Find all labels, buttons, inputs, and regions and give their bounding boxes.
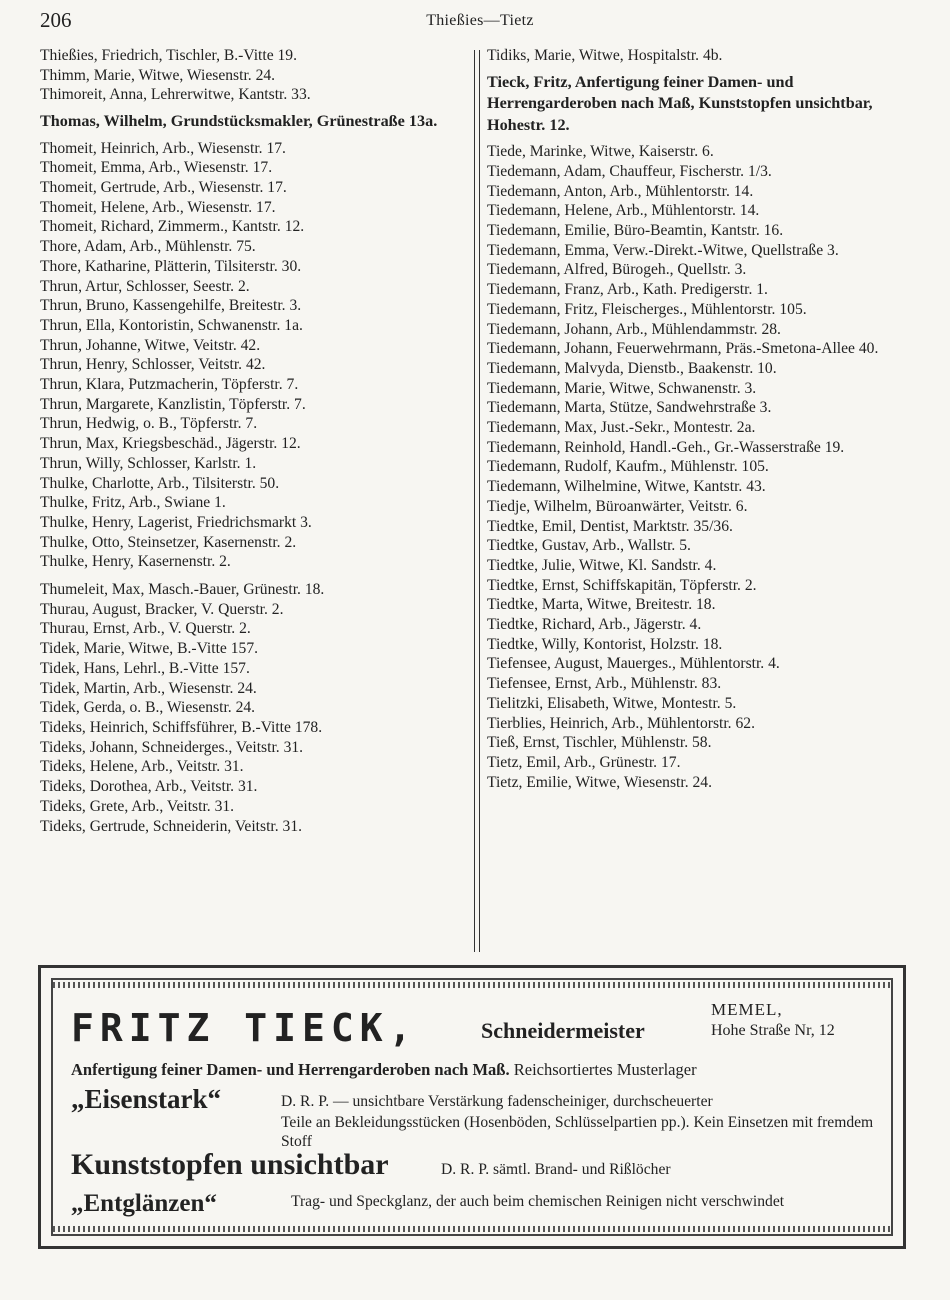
- directory-entry: Tielitzki, Elisabeth, Witwe, Montestr. 5.: [487, 694, 737, 712]
- directory-entry: Thimoreit, Anna, Lehrerwitwe, Kantstr. 33.: [40, 86, 311, 104]
- directory-entry: Tiedemann, Marta, Stütze, Sandwehrstraße 3.: [487, 399, 772, 417]
- directory-entry: Tiedtke, Marta, Witwe, Breitestr. 18.: [487, 596, 716, 614]
- directory-entry: Thulke, Henry, Kasernenstr. 2.: [40, 553, 231, 571]
- directory-entry: Tiedtke, Julie, Witwe, Kl. Sandstr. 4.: [487, 556, 717, 574]
- ad-entglaenzen-desc: Trag- und Speckglanz, der auch beim chemischen Reinigen nicht verschwindet: [291, 1193, 785, 1210]
- directory-entry: Thrun, Max, Kriegsbeschäd., Jägerstr. 12.: [40, 435, 301, 453]
- directory-entry: Tiedtke, Emil, Dentist, Marktstr. 35/36.: [487, 517, 733, 535]
- directory-entry: Tidek, Gerda, o. B., Wiesenstr. 24.: [40, 699, 256, 717]
- directory-entry: Tiedemann, Anton, Arb., Mühlentorstr. 14.: [487, 182, 754, 200]
- directory-entry: Thurau, August, Bracker, V. Querstr. 2.: [40, 600, 284, 618]
- directory-entry: Tiede, Marinke, Witwe, Kaiserstr. 6.: [487, 143, 714, 161]
- directory-entry: Thomeit, Helene, Arb., Wiesenstr. 17.: [40, 198, 276, 216]
- directory-entry: Thomeit, Emma, Arb., Wiesenstr. 17.: [40, 159, 273, 177]
- directory-entry: Thrun, Hedwig, o. B., Töpferstr. 7.: [40, 415, 258, 433]
- ad-street: Hohe Straße Nr, 12: [711, 1022, 835, 1039]
- directory-entry: Tideks, Gertrude, Schneiderin, Veitstr. 31.: [40, 817, 303, 835]
- directory-entry: Tidek, Hans, Lehrl., B.-Vitte 157.: [40, 659, 250, 677]
- ad-border-decoration: [53, 1226, 891, 1232]
- directory-entry: Tieß, Ernst, Tischler, Mühlenstr. 58.: [487, 734, 712, 752]
- directory-entry: Thulke, Fritz, Arb., Swiane 1.: [40, 494, 226, 512]
- directory-entry: Tideks, Heinrich, Schiffsführer, B.-Vitte 178.: [40, 719, 323, 736]
- ad-eisenstark-title: „Eisenstark“: [71, 1084, 222, 1114]
- directory-entry: Thrun, Artur, Schlosser, Seestr. 2.: [40, 277, 250, 295]
- directory-entry: Tieck, Fritz, Anfertigung feiner Damen- und Herrengarderoben nach Maß, Kunststopfen unsichtbar, Hohestr. 12.: [487, 72, 873, 134]
- directory-entry: Tiedemann, Adam, Chauffeur, Fischerstr. 1/3.: [487, 162, 772, 180]
- directory-entry: Tiedemann, Malvyda, Dienstb., Baakenstr. 10.: [487, 359, 777, 377]
- directory-entry: Tiedemann, Helene, Arb., Mühlentorstr. 14.: [487, 202, 760, 220]
- directory-entry: Thrun, Klara, Putzmacherin, Töpferstr. 7.: [40, 376, 299, 394]
- ad-city: MEMEL,: [711, 1000, 783, 1019]
- directory-entry: Tiedemann, Fritz, Fleischerges., Mühlentorstr. 105.: [487, 300, 807, 318]
- directory-entry: Tiedemann, Rudolf, Kaufm., Mühlenstr. 105.: [487, 458, 769, 476]
- directory-entry: Tidiks, Marie, Witwe, Hospitalstr. 4b.: [487, 47, 723, 64]
- ad-tagline: [71, 1060, 697, 1080]
- directory-entry: Tideks, Johann, Schneiderges., Veitstr. 31.: [40, 738, 304, 756]
- directory-entry: Thumeleit, Max, Masch.-Bauer, Grünestr. 18.: [40, 581, 325, 599]
- directory-entry: Thomas, Wilhelm, Grundstücksmakler, Grünestraße 13a.: [40, 112, 438, 131]
- directory-entry: Tiedtke, Ernst, Schiffskapitän, Töpferstr. 2.: [487, 576, 757, 594]
- directory-entry: Thrun, Johanne, Witwe, Veitstr. 42.: [40, 336, 261, 354]
- directory-entry: Thrun, Willy, Schlosser, Karlstr. 1.: [40, 454, 257, 472]
- directory-entry: Tideks, Helene, Arb., Veitstr. 31.: [40, 758, 244, 776]
- directory-entry: Thießies, Friedrich, Tischler, B.-Vitte 19.: [40, 47, 298, 64]
- directory-entry: Tierblies, Heinrich, Arb., Mühlentorstr. 62.: [487, 714, 755, 732]
- directory-entry: Tiefensee, Ernst, Arb., Mühlenstr. 83.: [487, 675, 722, 693]
- directory-entry: Thulke, Henry, Lagerist, Friedrichsmarkt 3.: [40, 513, 312, 531]
- page-header: [40, 8, 920, 34]
- directory-entry: Thrun, Henry, Schlosser, Veitstr. 42.: [40, 356, 266, 374]
- directory-entry: Thomeit, Heinrich, Arb., Wiesenstr. 17.: [40, 139, 286, 157]
- directory-entry: Tiedemann, Johann, Arb., Mühlendammstr. 28.: [487, 320, 781, 338]
- ad-trade: Schneidermeister: [481, 1018, 645, 1043]
- ad-entglaenzen-title: „Entglänzen“: [71, 1190, 217, 1217]
- directory-entry: Tietz, Emil, Arb., Grünestr. 17.: [487, 754, 681, 771]
- ad-border-decoration: [53, 982, 891, 988]
- left-column: [40, 46, 465, 836]
- directory-entry: Tiedemann, Emma, Verw.-Direkt.-Witwe, Quellstraße 3.: [487, 241, 839, 259]
- ad-heading: [71, 1000, 881, 1050]
- directory-entry: Tiedemann, Alfred, Bürogeh., Quellstr. 3.: [487, 261, 747, 279]
- ad-eisenstark-body: Teile an Bekleidungsstücken (Hosenböden, Schlüsselpartien pp.). Kein Einsetzen mit fremdem Stoff: [281, 1114, 874, 1150]
- directory-entry: Thrun, Bruno, Kassengehilfe, Breitestr. 3.: [40, 297, 302, 315]
- directory-entry: Tiedtke, Gustav, Arb., Wallstr. 5.: [487, 537, 691, 555]
- directory-entry: Tiedemann, Wilhelmine, Witwe, Kantstr. 43.: [487, 478, 766, 496]
- directory-entry: Tideks, Dorothea, Arb., Veitstr. 31.: [40, 778, 258, 796]
- right-column: [487, 46, 912, 792]
- ad-eisenstark-lead: D. R. P. — unsichtbare Verstärkung fadenscheiniger, durchscheuerter: [281, 1093, 713, 1110]
- directory-entry: Tiedemann, Emilie, Büro-Beamtin, Kantstr. 16.: [487, 222, 784, 240]
- directory-entry: Tideks, Grete, Arb., Veitstr. 31.: [40, 797, 235, 815]
- directory-entry: Tiedemann, Marie, Witwe, Schwanenstr. 3.: [487, 379, 757, 397]
- directory-entry: Thrun, Margarete, Kanzlistin, Töpferstr. 7.: [40, 395, 306, 413]
- directory-entry: Tiedemann, Johann, Feuerwehrmann, Präs.-Smetona-Allee 40.: [487, 340, 879, 358]
- directory-entry: Tidek, Marie, Witwe, B.-Vitte 157.: [40, 640, 259, 658]
- directory-entry: Thore, Katharine, Plätterin, Tilsiterstr. 30.: [40, 257, 302, 275]
- directory-entry: Tiefensee, August, Mauerges., Mühlentorstr. 4.: [487, 655, 780, 673]
- directory-entry: Thore, Adam, Arb., Mühlenstr. 75.: [40, 238, 256, 256]
- ad-tagline-bold: Anfertigung feiner Damen- und Herrengarderoben nach Maß.: [71, 1060, 510, 1079]
- ad-kunststopfen-title: Kunststopfen unsichtbar: [71, 1148, 389, 1181]
- directory-entry: Tiedemann, Reinhold, Handl.-Geh., Gr.-Wasserstraße 19.: [487, 438, 845, 456]
- column-divider: [474, 50, 480, 952]
- directory-entry: Thomeit, Gertrude, Arb., Wiesenstr. 17.: [40, 179, 287, 197]
- ad-tagline-rest: Reichsortiertes Musterlager: [513, 1060, 697, 1079]
- directory-entry: Tiedemann, Max, Just.-Sekr., Montestr. 2a.: [487, 419, 756, 437]
- advertisement-box: [38, 965, 906, 1249]
- directory-entry: Thurau, Ernst, Arb., V. Querstr. 2.: [40, 620, 251, 638]
- page-number: 206: [40, 8, 72, 32]
- directory-entry: Tiedje, Wilhelm, Büroanwärter, Veitstr. 6.: [487, 497, 748, 515]
- directory-entry: Tietz, Emilie, Witwe, Wiesenstr. 24.: [487, 773, 712, 791]
- directory-entry: Tiedtke, Richard, Arb., Jägerstr. 4.: [487, 616, 702, 634]
- directory-entry: Thomeit, Richard, Zimmerm., Kantstr. 12.: [40, 218, 305, 236]
- ad-kunststopfen-desc: D. R. P. sämtl. Brand- und Rißlöcher: [441, 1161, 671, 1178]
- directory-entry: Tiedtke, Willy, Kontorist, Holzstr. 18.: [487, 635, 723, 653]
- entry-gap: [40, 572, 465, 580]
- directory-entry: Tiedemann, Franz, Arb., Kath. Predigerstr. 1.: [487, 281, 768, 299]
- running-title: Thießies—Tietz: [426, 12, 534, 29]
- directory-entry: Thulke, Charlotte, Arb., Tilsiterstr. 50.: [40, 474, 280, 492]
- directory-entry: Thimm, Marie, Witwe, Wiesenstr. 24.: [40, 66, 276, 84]
- directory-entry: Thrun, Ella, Kontoristin, Schwanenstr. 1a.: [40, 316, 303, 334]
- directory-entry: Thulke, Otto, Steinsetzer, Kasernenstr. 2.: [40, 533, 297, 551]
- ad-brand-name: FRITZ TIECK,: [71, 1006, 418, 1050]
- directory-entry: Tidek, Martin, Arb., Wiesenstr. 24.: [40, 679, 257, 697]
